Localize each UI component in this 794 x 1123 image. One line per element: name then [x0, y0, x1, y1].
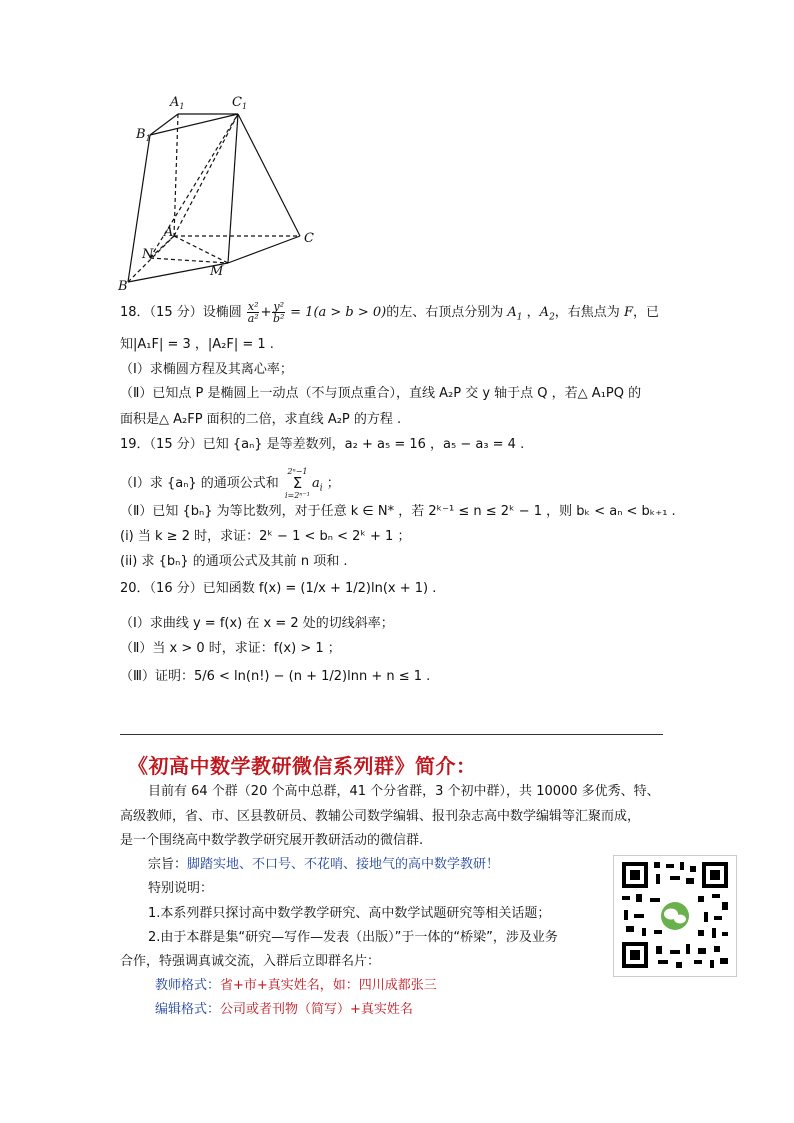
label-a1: $A_1$ — [170, 95, 185, 111]
label-n: N — [142, 247, 154, 262]
q20-part1: （Ⅰ）求曲线 y = f(x) 在 x = 2 处的切线斜率； — [120, 616, 394, 631]
intro-note1: 1.本系列群只探讨高中数学教学研究、高中数学试题研究等相关话题； — [148, 906, 551, 921]
intro-aim — [148, 856, 499, 874]
intro-para1b: 高级教师，省、市、区县教研员、教辅公司数学编辑、报刊杂志高中数学编辑等汇聚而成， — [120, 809, 641, 824]
editor-text: 公司或者刊物（简写）+真实姓名 — [220, 1002, 413, 1017]
editor-label: 编辑格式： — [155, 1002, 221, 1017]
qr-code-icon — [614, 856, 736, 976]
label-a: A — [164, 225, 174, 240]
q20-line1: 20．（16 分）已知函数 f(x) = (1/x + 1/2)ln(x + 1) . — [120, 581, 437, 596]
q18-part1: （Ⅰ）求椭圆方程及其离心率； — [120, 362, 293, 377]
intro-title: 《初高中数学教研微信系列群》简介： — [128, 754, 477, 778]
teacher-label: 教师格式： — [155, 978, 221, 993]
q18-line1: 18．（15 分）设椭圆 $\frac{\text{x²}}{\text{a²}}$ + $\frac{\text{y²}}{\text{b²}}$ = 1(a > b > 0)的左、右顶点分别为 $A_1$ ，$A_2$，右焦点为 F，已 — [120, 300, 659, 325]
q19-sub2: (ii) 求 {bₙ} 的通项公式及其前 n 项和 . — [120, 554, 348, 569]
intro-note2a: 2.由于本群是集“研究—写作—发表（出版）”于一体的“桥梁”，涉及业务 — [148, 930, 558, 945]
intro-teacher-format — [155, 977, 437, 995]
q20-part3: （Ⅲ）证明：5/6 < ln(n!) − (n + 1/2)lnn + n ≤ 1 . — [120, 669, 431, 684]
q19-part2: （Ⅱ）已知 {bₙ} 为等比数列，对于任意 k ∈ N* ，若 2ᵏ⁻¹ ≤ n ≤ 2ᵏ − 1 ，则 bₖ < aₙ < bₖ₊₁ . — [120, 504, 676, 519]
label-b1: $B_1$ — [136, 127, 151, 143]
q18-line2: 知|A₁F| = 3 ，|A₂F| = 1 . — [120, 337, 274, 352]
q18-part2b: 面积是△ A₂FP 面积的二倍，求直线 A₂P 的方程 . — [120, 412, 402, 427]
label-b: B — [118, 279, 128, 294]
aim-text: 脚踏实地、不口号、不花哨、接地气的高中数学教研！ — [187, 857, 500, 872]
q19-line1: 19．（15 分）已知 {aₙ} 是等差数列，a₂ + a₅ = 16 ，a₅ − a₃ = 4 . — [120, 437, 525, 452]
q20-part2: （Ⅱ）当 x > 0 时，求证：f(x) > 1 ； — [120, 641, 341, 656]
section-divider — [120, 734, 663, 735]
intro-para1c: 是一个围绕高中数学教学研究展开教研活动的微信群. — [120, 833, 424, 848]
q19-sub1: (i) 当 k ≥ 2 时，求证：2ᵏ − 1 < bₙ < 2ᵏ + 1 ； — [120, 529, 411, 544]
qr-code-image — [613, 855, 737, 977]
intro-note2b: 合作，特强调真诚交流，入群后立即群名片： — [120, 954, 381, 969]
q19-part1: （Ⅰ）求 {aₙ} 的通项公式和 2ⁿ−1 Σ i=2ⁿ⁻¹ $a_i$ ； — [120, 467, 340, 500]
label-c1: $C_1$ — [232, 95, 248, 111]
label-m: M — [210, 264, 224, 279]
intro-editor-format — [155, 1001, 413, 1019]
intro-para1a: 目前有 64 个群（20 个高中总群，41 个分省群，3 个初中群），共 10000 多优秀、特、 — [148, 784, 660, 799]
q18-part2a: （Ⅱ）已知点 P 是椭圆上一动点（不与顶点重合），直线 A₂P 交 y 轴于点 Q ，若△ A₁PQ 的 — [120, 386, 642, 401]
intro-note-label: 特别说明： — [148, 881, 214, 896]
label-c: C — [304, 231, 314, 246]
teacher-text: 省+市+真实姓名，如：四川成都张三 — [220, 978, 437, 993]
prism-figure — [110, 90, 330, 295]
aim-label: 宗旨： — [148, 857, 188, 872]
